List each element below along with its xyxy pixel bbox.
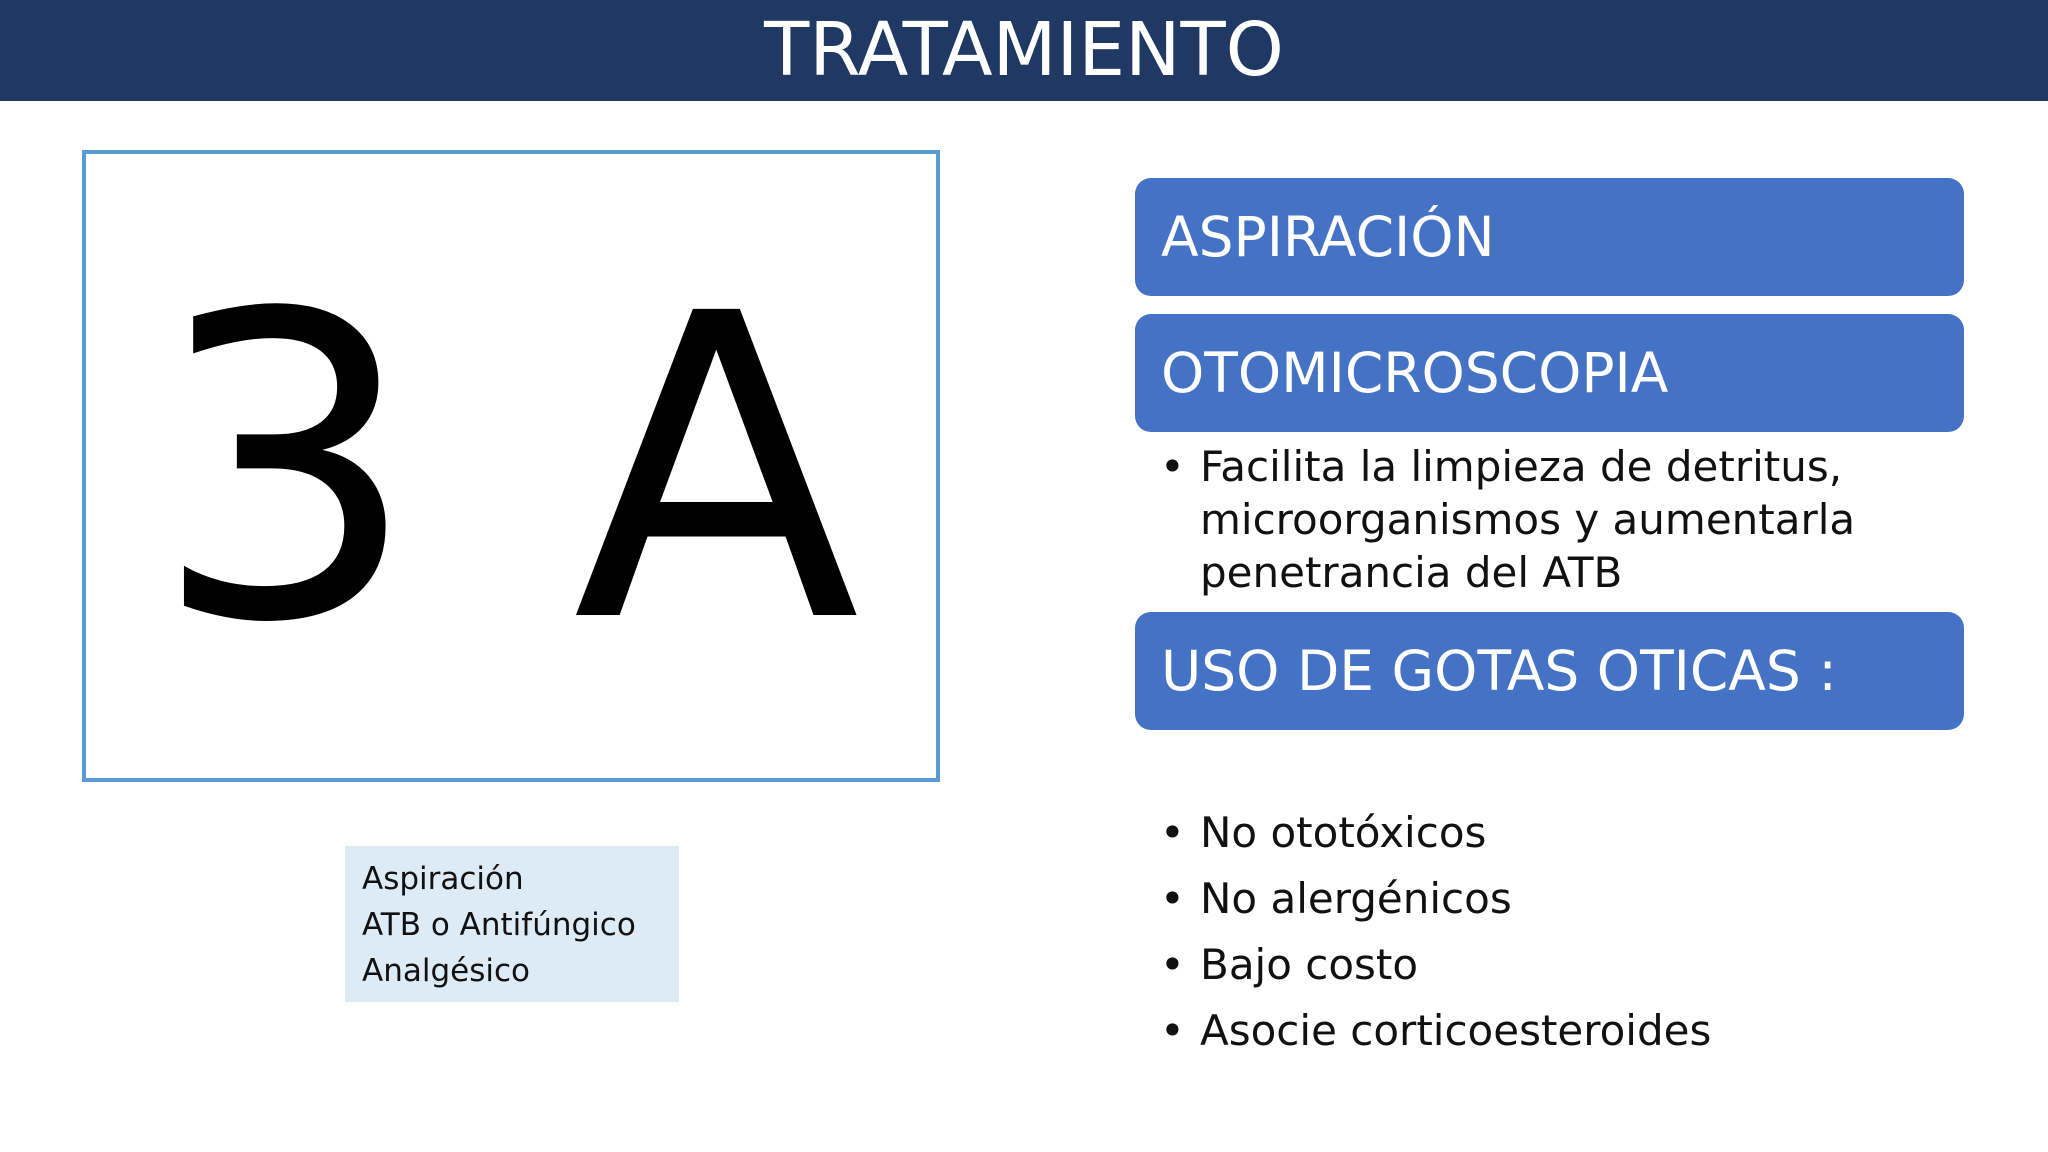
list-item bbox=[1160, 440, 1855, 599]
list-item: • Bajo costo bbox=[1160, 932, 1711, 998]
note-box bbox=[345, 846, 679, 1002]
bullet-line: • Facilita la limpieza de detritus, bbox=[1200, 442, 1843, 491]
list-item: • Asocie corticoesteroides bbox=[1160, 998, 1711, 1064]
bullet-line: microorganismos y aumentarla bbox=[1200, 495, 1856, 544]
list-item: • No alergénicos bbox=[1160, 866, 1711, 932]
page-title: TRATAMIENTO bbox=[764, 7, 1284, 93]
list-item: • No ototóxicos bbox=[1160, 800, 1711, 866]
big-label-box bbox=[82, 150, 940, 782]
note-line-aspiracion: Aspiración bbox=[362, 861, 524, 897]
note-line-analgesico: Analgésico bbox=[362, 953, 530, 989]
note-line-atb: ATB o Antifúngico bbox=[362, 907, 636, 943]
big-label: 3 A bbox=[151, 226, 871, 715]
gotas-oticas-bullets bbox=[1160, 800, 1711, 1064]
otomicroscopia-bullets bbox=[1160, 440, 1855, 599]
title-bar bbox=[0, 0, 2048, 101]
section-header-aspiracion: ASPIRACIÓN bbox=[1135, 178, 1964, 296]
bullet-line: penetrancia del ATB bbox=[1200, 548, 1623, 597]
section-header-otomicroscopia: OTOMICROSCOPIA bbox=[1135, 314, 1964, 432]
section-header-gotas-oticas: USO DE GOTAS OTICAS : bbox=[1135, 612, 1964, 730]
